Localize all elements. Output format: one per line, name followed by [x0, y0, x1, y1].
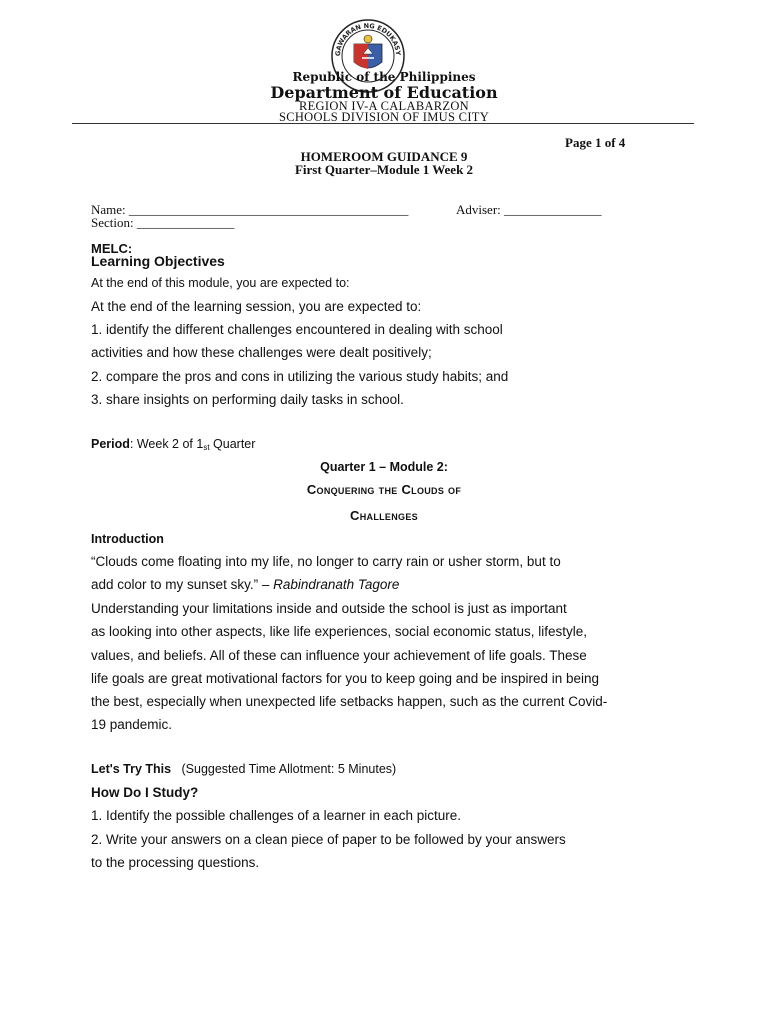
instruction-line: 1. Identify the possible challenges of a learner in each picture. — [91, 808, 461, 823]
seal-text: GAWARAN NG EDUKASY — [333, 21, 403, 57]
course-title: HOMEROOM GUIDANCE 9 — [300, 149, 468, 164]
objectives-intro-small: At the end of this module, you are expected to: — [91, 276, 350, 290]
intro-paragraph-line: the best, especially when unexpected life setbacks happen, such as the current Covid- — [91, 694, 608, 709]
name-field: Name: ___________________________________________ — [91, 202, 409, 217]
quote-line: “Clouds come floating into my life, no longer to carry rain or usher storm, but to — [91, 554, 561, 569]
header-republic: Republic of the Philippines — [292, 70, 476, 84]
objective-line: 2. compare the pros and cons in utilizing the various study habits; and — [91, 369, 509, 384]
quote-line-2 — [91, 577, 399, 592]
adviser-field: Adviser: _______________ — [456, 202, 602, 217]
quarter-week: First Quarter–Module 1 Week 2 — [294, 162, 474, 177]
period-ordinal: st — [203, 443, 210, 452]
header-divider — [72, 123, 694, 124]
header-division: SCHOOLS DIVISION OF IMUS CITY — [278, 110, 490, 124]
instruction-line: 2. Write your answers on a clean piece of paper to be followed by your answers — [91, 832, 566, 847]
objective-line: 1. identify the different challenges encountered in dealing with school — [91, 322, 503, 337]
intro-paragraph-line: 19 pandemic. — [91, 717, 173, 732]
objective-line: 3. share insights on performing daily tasks in school. — [91, 392, 404, 407]
intro-paragraph-line: Understanding your limitations inside and outside the school is just as important — [91, 601, 567, 616]
intro-paragraph-line: life goals are great motivational factors for you to keep going and be inspired in being — [91, 671, 600, 686]
try-this-heading: Let's Try This — [91, 762, 172, 776]
learning-objectives-heading: Learning Objectives — [91, 253, 225, 269]
page-number: Page 1 of 4 — [565, 135, 626, 150]
header-region: REGION IV-A CALABARZON — [298, 99, 470, 113]
objective-line: activities and how these challenges were dealt positively; — [91, 345, 432, 360]
intro-paragraph-line: values, and beliefs. All of these can influence your achievement of life goals. These — [91, 648, 587, 663]
section-field: Section: _______________ — [91, 215, 235, 230]
introduction-heading: Introduction — [91, 532, 164, 546]
quarter-module-label: Quarter 1 – Module 2: — [320, 460, 448, 474]
try-this-line — [91, 762, 396, 776]
module-title-line2: Challenges — [350, 508, 418, 523]
objectives-intro: At the end of the learning session, you are expected to: — [91, 299, 422, 314]
period-value: : Week 2 of 1 — [129, 437, 204, 451]
module-title-line1: Conquering the Clouds of — [306, 482, 462, 497]
period-line — [91, 437, 255, 452]
period-label: Period — [91, 437, 130, 451]
time-allotment: (Suggested Time Allotment: 5 Minutes) — [181, 762, 397, 776]
period-suffix: Quarter — [209, 437, 256, 451]
quote-author: Rabindranath Tagore — [273, 577, 400, 592]
instruction-line: to the processing questions. — [91, 855, 260, 870]
header-department: Department of Education — [270, 83, 498, 102]
quote-text: add color to my sunset sky.” – — [91, 577, 274, 592]
melc-label: MELC: — [91, 241, 133, 256]
how-do-i-study-heading: How Do I Study? — [91, 785, 199, 800]
intro-paragraph-line: as looking into other aspects, like life experiences, social economic status, lifestyle, — [91, 624, 587, 639]
